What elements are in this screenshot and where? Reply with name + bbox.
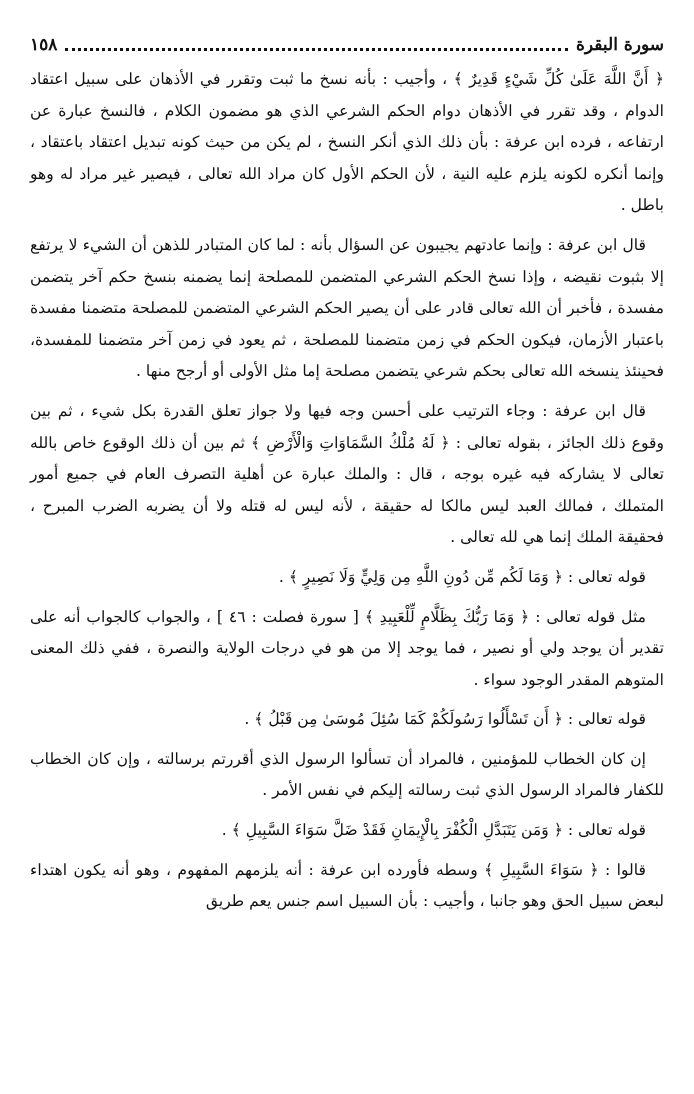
paragraph-9: قالوا : ﴿ سَوَاءَ السَّبِيلِ ﴾ وسطه فأورده ابن عرفة : أنه يلزمهم المفهوم ، وهو أنه يكون اهتداء لبعض سبيل الحق وهو جانبا ، وأجيب : بأن السبيل اسم جنس يعم طريق (30, 860, 664, 911)
running-header (30, 30, 664, 60)
page-number: ١٥٨ (30, 35, 58, 55)
surah-title: سورة البقرة (576, 35, 664, 55)
paragraph-7: إن كان الخطاب للمؤمنين ، فالمراد أن تسألوا الرسول الذي أقررتم برسالته ، وإن كان الخطاب للكفار فالمراد الرسول الذي ثبت رسالته إليكم في نفس الأمر . (30, 749, 664, 800)
paragraph-4-verse: قوله تعالى : ﴿ وَمَا لَكُم مِّن دُونِ اللَّهِ مِن وَلِيٍّ وَلَا نَصِيرٍ ﴾ . (278, 567, 646, 586)
paragraph-3: قال ابن عرفة : وجاء الترتيب على أحسن وجه فيها ولا جواز تعلق القدرة بكل شيء ، ثم بين وقوع ذلك الجائز ، بقوله تعالى : ﴿ لَهُ مُلْكُ السَّمَاوَاتِ وَالْأَرْضِ ﴾ ثم بين أن ذلك الوقوع خاص بالله تعالى لا يشاركه فيه غيره بوجه ، قال : والملك عبارة عن أهلية التصرف العام في جميع أمور المتملك ، فمالك العبد ليس مالكا له حقيقة ، لأنه ليس له قتله ولا أن يضربه الضرب المبرح ، فحقيقة الملك إنما هي لله تعالى . (30, 401, 664, 547)
paragraph-6-verse: قوله تعالى : ﴿ أَن تَسْأَلُوا رَسُولَكُمْ كَمَا سُئِلَ مُوسَىٰ مِن قَبْلُ ﴾ . (244, 710, 646, 729)
paragraph-2: قال ابن عرفة : وإنما عادتهم يجيبون عن السؤال بأنه : لما كان المتبادر للذهن أن الشيء لا يرتفع إلا بثبوت نقيضه ، وإذا نسخ الحكم الشرعي المتضمن للمصلحة إنما يضمنه بنسخ حكم آخر يتضمن مفسدة ، فأخبر أن الله تعالى قادر على أن يصير الحكم الشرعي المتضمن للمصلحة متضمنا مفسدة باعتبار الأزمان، فيكون الحكم في زمن متضمنا للمصلحة ، ثم يعود في زمن آخر متضمنا للمفسدة، فحينئذ ينسخه الله تعالى بحكم شرعي يتضمن مصلحة إما مثل الأولى أو أرجح منها . (30, 235, 664, 381)
paragraph-8-verse: قوله تعالى : ﴿ وَمَن يَتَبَدَّلِ الْكُفْرَ بِالْإِيمَانِ فَقَدْ ضَلَّ سَوَاءَ السَّبِيلِ ﴾ . (221, 821, 646, 840)
paragraph-1: ﴿ أَنَّ اللَّهَ عَلَىٰ كُلِّ شَيْءٍ قَدِيرٌ ﴾ ، وأجيب : بأنه نسخ ما ثبت وتقرر في الأذهان على سبيل اعتقاد الدوام ، وقد تقرر في الأذهان دوام الحكم الشرعي الذي هو مضمون الكلام ، فالنسخ عبارة عن ارتفاعه ، فرده ابن عرفة : بأن ذلك الذي أنكر النسخ ، لم يكن من حيث كونه تبديل اعتقاد باعتقاد ، وإنما أنكره لكونه يلزم عليه النية ، لأن الحكم الأول كان مراد الله تعالى ، فيصير غير مراد له وهو باطل . (30, 70, 664, 215)
paragraph-5: مثل قوله تعالى : ﴿ وَمَا رَبُّكَ بِظَلَّامٍ لِّلْعَبِيدِ ﴾ [ سورة فصلت : ٤٦ ] ، والجواب كالجواب أنه على تقدير أن يوجد ولي أو نصير ، فما يوجد إلا من هو في درجات الولاية والنصرة ، ففي ذلك المعنى المتوهم المقدر الوجود سواء . (30, 607, 664, 689)
header-dotted-rule (65, 48, 568, 51)
page (30, 30, 664, 918)
